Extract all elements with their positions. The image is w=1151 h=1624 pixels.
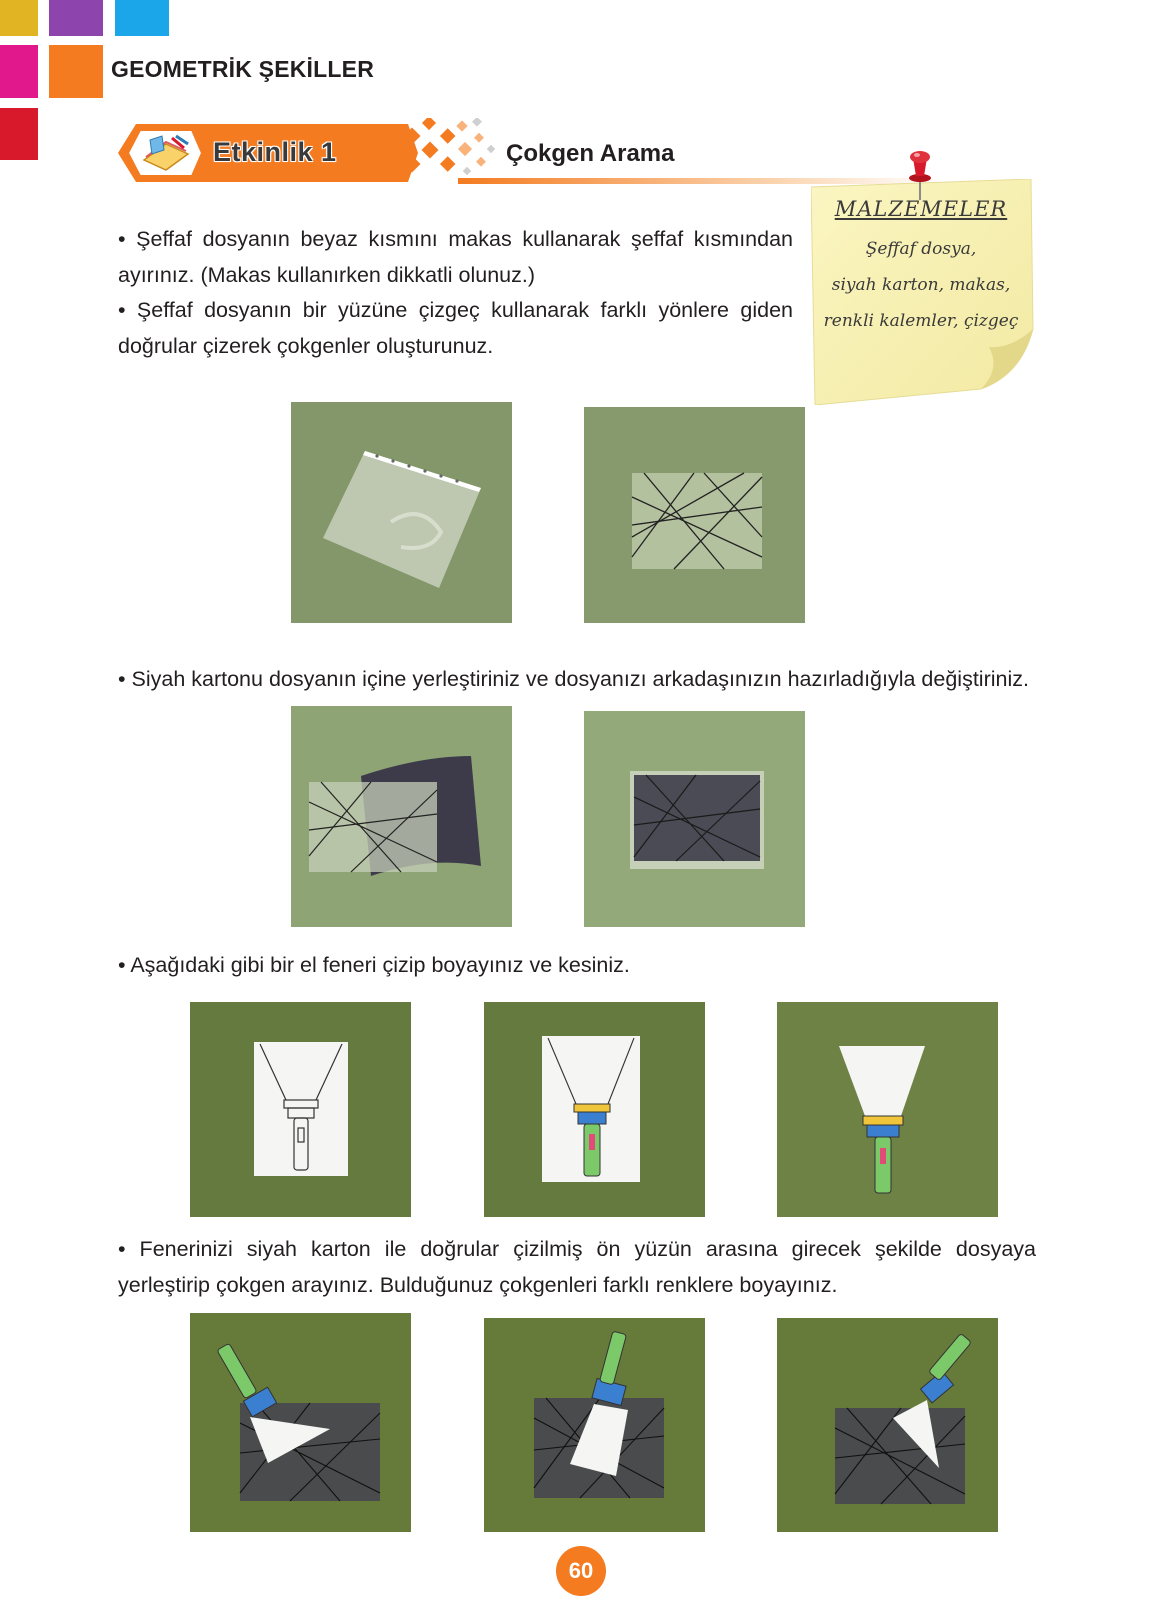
black-card-inside-sleeve-photo <box>584 711 805 927</box>
corner-square-orange <box>49 45 103 98</box>
materials-line: siyah karton, makas, <box>831 275 1011 295</box>
sleeve-with-black-card-photo <box>291 706 512 927</box>
section-title: GEOMETRİK ŞEKİLLER <box>111 56 375 82</box>
activity-label: Etkinlik 1 <box>213 137 337 167</box>
step-2-text: • Siyah kartonu dosyanın içine yerleştiriniz ve dosyanızı arkadaşınızın hazırladığıyla değiştiriniz. <box>118 667 1029 691</box>
materials-line: renkli kalemler, çizgeç <box>823 311 1019 331</box>
corner-square-yellow <box>0 0 38 36</box>
page-number: 60 <box>556 1546 606 1596</box>
push-pin-icon <box>904 148 936 202</box>
diamond-pattern-decoration <box>368 118 498 184</box>
step-4-text: • Fenerinizi siyah karton ile doğrular çizilmiş ön yüzün arasına girecek şekilde dosyaya yerleştirip çokgen arayınız. Bulduğunuz çokgenleri farklı renklere boyayınız. <box>118 1237 1036 1297</box>
corner-square-pink <box>0 45 38 98</box>
transparent-sleeve-photo <box>291 402 512 623</box>
step-1-line-1: • Şeffaf dosyanın beyaz kısmını makas kullanarak şeffaf kısmından ayırınız. (Makas kullanırken dikkatli olunuz.) <box>118 227 793 287</box>
materials-title: MALZEMELER <box>834 197 1008 221</box>
flashlight-colored-photo <box>484 1002 705 1217</box>
activity-banner <box>118 118 1018 188</box>
flashlight-search-photo-3 <box>777 1318 998 1532</box>
activity-title: Çokgen Arama <box>506 140 675 167</box>
step-3-text: • Aşağıdaki gibi bir el feneri çizip boyayınız ve kesiniz. <box>118 953 630 977</box>
corner-square-purple <box>49 0 103 36</box>
step-1-text <box>118 222 793 364</box>
flashlight-cutout-photo <box>777 1002 998 1217</box>
materials-note-text <box>811 197 1031 339</box>
materials-line: Şeffaf dosya, <box>865 239 977 259</box>
step-1-line-2: • Şeffaf dosyanın bir yüzüne çizgeç kullanarak farklı yönlere giden doğrular çizerek çokgenler oluşturunuz. <box>118 298 793 358</box>
corner-square-blue <box>115 0 169 36</box>
lined-sleeve-photo <box>584 407 805 623</box>
flashlight-search-photo-2 <box>484 1318 705 1532</box>
corner-square-red <box>0 108 38 160</box>
flashlight-drawing-photo <box>190 1002 411 1217</box>
book-icon <box>136 130 196 176</box>
flashlight-search-photo-1 <box>190 1313 411 1532</box>
